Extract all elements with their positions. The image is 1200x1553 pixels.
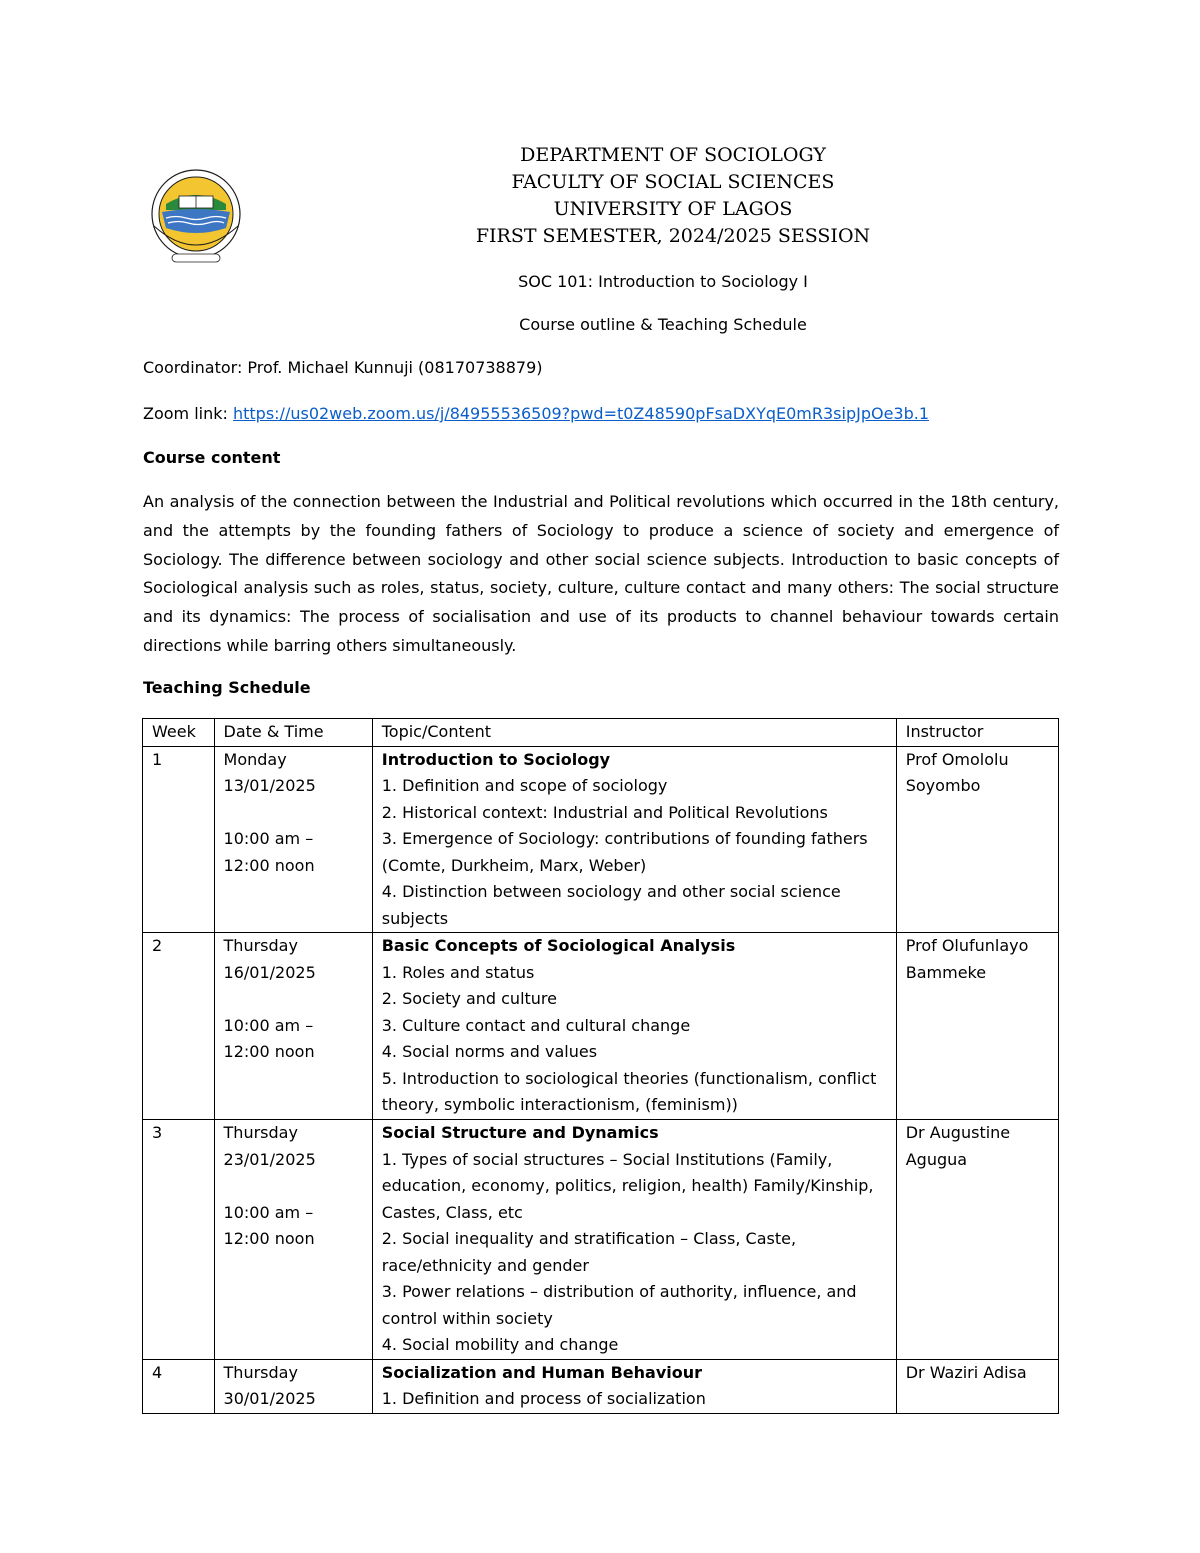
topic-item: 3. Power relations – distribution of authority, influence, and control within society [381, 1282, 857, 1328]
instructor-cell: Prof Olufunlayo Bammeke [896, 933, 1058, 1120]
document-heading [300, 142, 1046, 250]
time-end: 12:00 noon [223, 855, 315, 875]
date: 30/01/2025 [223, 1389, 316, 1408]
column-header-instructor: Instructor [896, 719, 1058, 747]
column-header-week: Week [143, 719, 215, 747]
topic-item: 4. Social norms and values [381, 1042, 598, 1061]
topic-cell [372, 1359, 896, 1413]
teaching-schedule-table [142, 718, 1059, 1414]
date: 16/01/2025 [223, 962, 316, 982]
topic-title: Introduction to Sociology [381, 749, 611, 769]
table-header-row [143, 719, 1059, 747]
teaching-schedule-heading: Teaching Schedule [143, 678, 311, 697]
week-cell: 2 [143, 933, 215, 1120]
time-end: 12:00 noon [223, 1229, 315, 1248]
topic-item: 4. Social mobility and change [381, 1335, 619, 1354]
instructor-cell: Dr Augustine Agugua [896, 1120, 1058, 1360]
course-title: SOC 101: Introduction to Sociology I [518, 272, 808, 291]
course-content-heading: Course content [143, 448, 281, 467]
table-row [143, 1120, 1059, 1360]
university-name: UNIVERSITY OF LAGOS [553, 198, 793, 220]
course-content-paragraph: An analysis of the connection between the Industrial and Political revolutions which occurred in the 18th century, and the attempts by the founding fathers of Sociology to produce a science of society and emergence of Sociology. The difference between sociology and other social science subjects. Introduction to basic concepts of Sociological analysis such as roles, status, society, culture, culture contact and many others: The social structure and its dynamics: The process of socialisation and use of its products to channel behaviour towards certain directions while barring others simultaneously. [143, 492, 1059, 655]
day: Monday [223, 749, 287, 769]
zoom-label: Zoom link: [143, 404, 233, 423]
time-start: 10:00 am – [223, 1015, 314, 1035]
date-time-cell [214, 1359, 372, 1413]
topic-item: 2. Historical context: Industrial and Political Revolutions [381, 802, 828, 822]
coordinator-line: Coordinator: Prof. Michael Kunnuji (08170738879) [143, 358, 543, 377]
table-row [143, 933, 1059, 1120]
week-cell: 4 [143, 1359, 215, 1413]
topic-cell [372, 1120, 896, 1360]
column-header-date-time: Date & Time [214, 719, 372, 747]
topic-cell [372, 746, 896, 933]
topic-item: 1. Definition and scope of sociology [381, 776, 668, 795]
course-subtitle: Course outline & Teaching Schedule [519, 315, 807, 334]
topic-item: 5. Introduction to sociological theories (functionalism, conflict theory, symbolic interactionism, (feminism)) [381, 1068, 877, 1114]
topic-title: Socialization and Human Behaviour [381, 1362, 703, 1382]
column-header-topic: Topic/Content [372, 719, 896, 747]
date-time-cell [214, 1120, 372, 1360]
week-cell: 3 [143, 1120, 215, 1360]
topic-item: 3. Culture contact and cultural change [381, 1015, 691, 1035]
zoom-line [143, 404, 929, 423]
topic-item: 2. Society and culture [381, 989, 557, 1008]
department-name: DEPARTMENT OF SOCIOLOGY [520, 144, 826, 166]
topic-item: 1. Definition and process of socialization [381, 1389, 706, 1408]
topic-title: Social Structure and Dynamics [381, 1123, 659, 1142]
topic-item: 4. Distinction between sociology and other social science subjects [381, 882, 841, 928]
topic-item: 1. Roles and status [381, 962, 535, 982]
day: Thursday [223, 1123, 298, 1142]
topic-item: 3. Emergence of Sociology: contributions of founding fathers (Comte, Durkheim, Marx, Weber) [381, 829, 868, 875]
topic-item: 1. Types of social structures – Social Institutions (Family, education, economy, politics, religion, health) Family/Kinship, Castes, Class, etc [381, 1149, 874, 1222]
table-row [143, 746, 1059, 933]
zoom-link[interactable]: https://us02web.zoom.us/j/84955536509?pwd=t0Z48590pFsaDXYqE0mR3sipJpOe3b.1 [232, 404, 930, 423]
topic-cell [372, 933, 896, 1120]
university-crest-logo [146, 166, 246, 266]
week-cell: 1 [143, 746, 215, 933]
date-time-cell [214, 746, 372, 933]
session-name: FIRST SEMESTER, 2024/2025 SESSION [475, 225, 871, 247]
topic-title: Basic Concepts of Sociological Analysis [381, 936, 736, 955]
date-time-cell [214, 933, 372, 1120]
topic-item: 2. Social inequality and stratification – Class, Caste, race/ethnicity and gender [381, 1229, 797, 1275]
time-end: 12:00 noon [223, 1042, 315, 1061]
date: 13/01/2025 [223, 776, 316, 795]
instructor-cell: Dr Waziri Adisa [896, 1359, 1058, 1413]
table-row [143, 1359, 1059, 1413]
time-start: 10:00 am – [223, 829, 314, 848]
day: Thursday [223, 936, 298, 955]
date: 23/01/2025 [223, 1149, 316, 1169]
time-start: 10:00 am – [223, 1202, 314, 1222]
day: Thursday [223, 1362, 298, 1382]
instructor-cell: Prof Omololu Soyombo [896, 746, 1058, 933]
faculty-name: FACULTY OF SOCIAL SCIENCES [511, 171, 835, 193]
